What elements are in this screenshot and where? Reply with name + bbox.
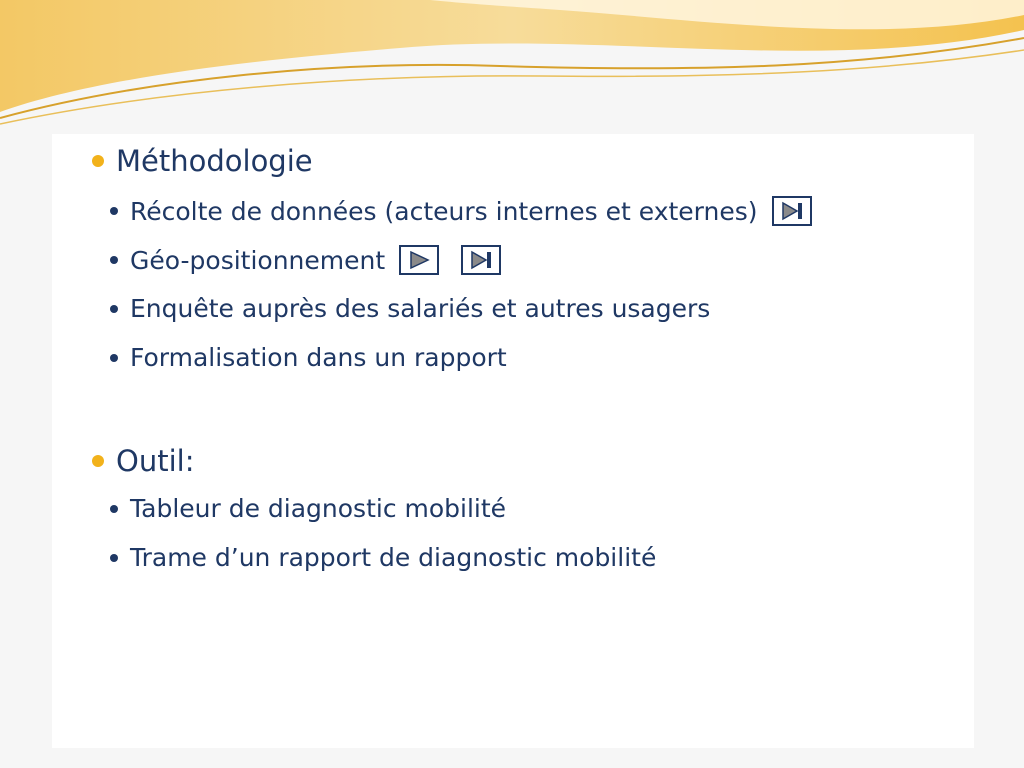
list-item-enquete xyxy=(110,294,710,323)
list-item-text: Géo-positionnement xyxy=(130,245,386,275)
bullet-dot-icon xyxy=(110,354,118,362)
section-heading-text: Outil: xyxy=(116,444,195,478)
list-item-trame xyxy=(110,543,656,572)
skip-forward-button[interactable] xyxy=(461,245,501,275)
play-icon xyxy=(404,249,434,271)
header-wave xyxy=(0,0,1024,125)
bullet-dot-icon xyxy=(110,505,118,513)
bullet-dot-icon xyxy=(110,256,118,264)
bullet-dot-icon xyxy=(92,155,104,167)
list-item-text: Trame d’un rapport de diagnostic mobilité xyxy=(130,543,657,572)
section-heading-outil xyxy=(92,444,194,478)
section-heading-text: Méthodologie xyxy=(116,144,313,178)
content-panel xyxy=(52,134,974,748)
bullet-dot-icon xyxy=(110,305,118,313)
list-item-text: Enquête auprès des salariés et autres usagers xyxy=(130,294,711,323)
bullet-dot-icon xyxy=(92,455,104,467)
list-item-text: Formalisation dans un rapport xyxy=(130,343,507,372)
list-item-geo-positionnement xyxy=(110,245,501,275)
list-item-text: Récolte de données (acteurs internes et externes) xyxy=(130,196,758,226)
section-heading-methodologie xyxy=(92,144,313,178)
bullet-dot-icon xyxy=(110,554,118,562)
list-item-tableur xyxy=(110,494,506,523)
skip-forward-icon xyxy=(466,249,496,271)
play-button[interactable] xyxy=(399,245,439,275)
list-item-recolte xyxy=(110,196,812,226)
list-item-text: Tableur de diagnostic mobilité xyxy=(130,494,507,523)
bullet-dot-icon xyxy=(110,207,118,215)
skip-forward-icon xyxy=(777,200,807,222)
skip-forward-button[interactable] xyxy=(772,196,812,226)
list-item-formalisation xyxy=(110,343,507,372)
